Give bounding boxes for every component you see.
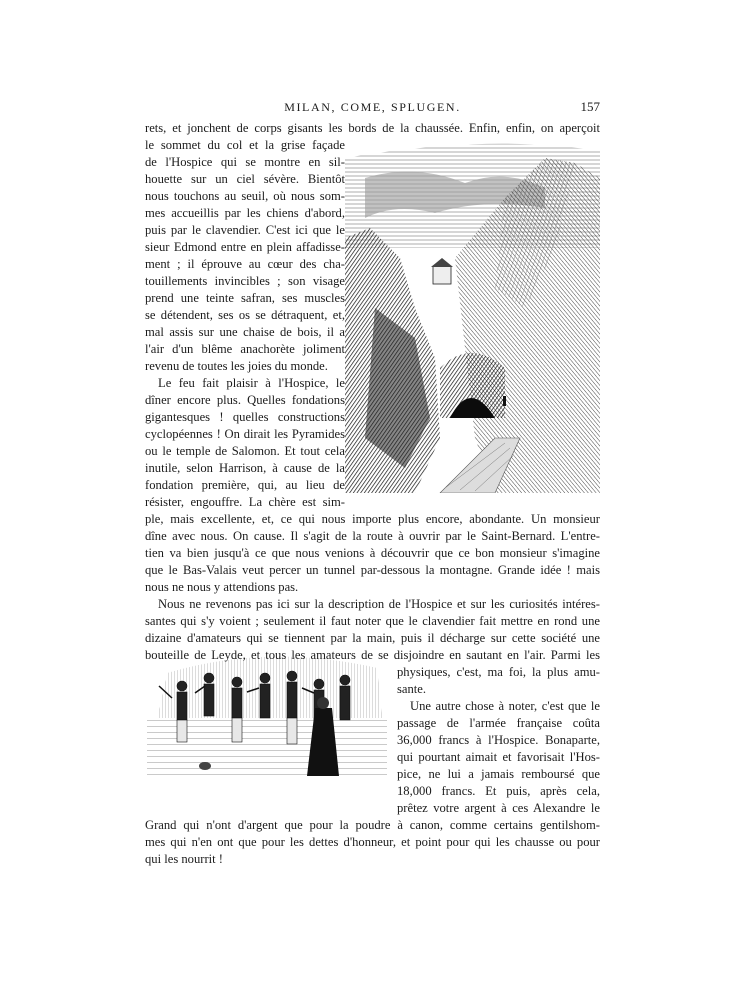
text-line: résister, engouffre. La chère est sim- [145,495,345,509]
text-line: ple, mais excellente, et, ce qui nous importe plus encore, abondante. Un monsieur [145,512,600,526]
text-line: 36,000 francs à l'Hospice. Bonaparte, [397,733,600,747]
text-line: dîner encore plus. Quelles fondations [145,393,345,407]
text-line: physiques, c'est, ma foi, la plus amu- [397,665,600,679]
text-line: ou le temple de Salomon. Et tout cela [145,444,345,458]
text-line: dîne avec nous. On cause. Il s'agit de la route à ouvrir par le Saint-Bernard. L'entre- [145,529,600,543]
text-line: revenu de toutes les joies du monde. [145,359,328,373]
text-line: prêtez votre argent à ces Alexandre le [397,801,600,815]
text-line: Grand qui n'ont d'argent que pour la poudre à canon, comme certains gentilshom- [145,818,600,832]
text-line: puis par le clavendier. C'est ici que le [145,223,345,237]
text-line: houette sur un ciel sévère. Bientôt [145,172,345,186]
text-line: Une autre chose à noter, c'est que le [410,699,600,713]
page-number: 157 [580,99,600,114]
text-line: inutile, selon Harrison, à cause de la [145,461,345,475]
text-line: bouteille de Leyde, et tous les amateurs de se disjoindre en sautant en l'air. Parmi les [145,648,600,662]
mountain-pass-illustration [345,138,600,493]
text-line: ment ; il éprouve au cœur des cha- [145,257,345,271]
text-line: nous ne nous y attendions pas. [145,580,299,594]
text-line: nous touchons au seuil, où nous som- [145,189,345,203]
text-line: passage de l'armée française coûta [397,716,600,730]
mountain-pass-engraving [345,138,600,493]
text-line: 18,000 francs. Et puis, après cela, [397,784,600,798]
text-line: le sommet du col et la grise façade [145,138,345,152]
text-line: mes accueillis par les chiens d'abord, [145,206,345,220]
text-line: mes qui n'en ont que pour les dettes d'honneur, et point pour qui les chausse ou pour [145,835,600,849]
running-title: MILAN, COME, SPLUGEN. [284,100,461,114]
text-line: sieur Edmond entre en plein affadisse- [145,240,345,254]
text-line: Le feu fait plaisir à l'Hospice, le [158,376,345,390]
text-line: santes qui s'y voient ; seulement il faut noter que le clavendier fait mettre en rond une [145,614,600,628]
text-line: sante. [397,682,427,696]
text-line: cyclopéennes ! On dirait les Pyramides [145,427,345,441]
text-line: touillements invincibles ; son visage [145,274,345,288]
text-line: de l'Hospice qui se montre en sil- [145,155,345,169]
text-line: gigantesques ! quelles constructions [145,410,345,424]
text-line: mal assis sur une chaise de bois, il a [145,325,345,339]
dancers-illustration [147,648,387,780]
text-line: prend une teinte safran, ses muscles [145,291,345,305]
text-line: fondation première, qui, au lieu de [145,478,345,492]
text-line: l'air d'un blême anachorète joliment [145,342,345,356]
text-line: qui pourtant aimait et favorisait l'Hos- [397,750,600,764]
text-line: qui les nourrit ! [145,852,223,866]
text-line: se détendent, ses os se détraquent, et, [145,308,345,322]
dancing-amateurs-engraving [147,648,387,780]
text-line: rets, et jonchent de corps gisants les bords de la chaussée. Enfin, enfin, on aperçoit [145,121,600,135]
text-line: tien va bien jusqu'à ce que nous venions à découvrir que ce bon monsieur s'imagine [145,546,600,560]
page-header [145,100,600,116]
text-line: Nous ne revenons pas ici sur la description de l'Hospice et sur les curiosités intéres- [158,597,600,611]
text-line: dizaine d'amateurs qui se tiennent par la main, puis il décharge sur cette société une [145,631,600,645]
text-line: que le Bas-Valais veut percer un tunnel par-dessous la montagne. Grande idée ! mais [145,563,600,577]
text-line: pice, ne lui a jamais remboursé que [397,767,600,781]
